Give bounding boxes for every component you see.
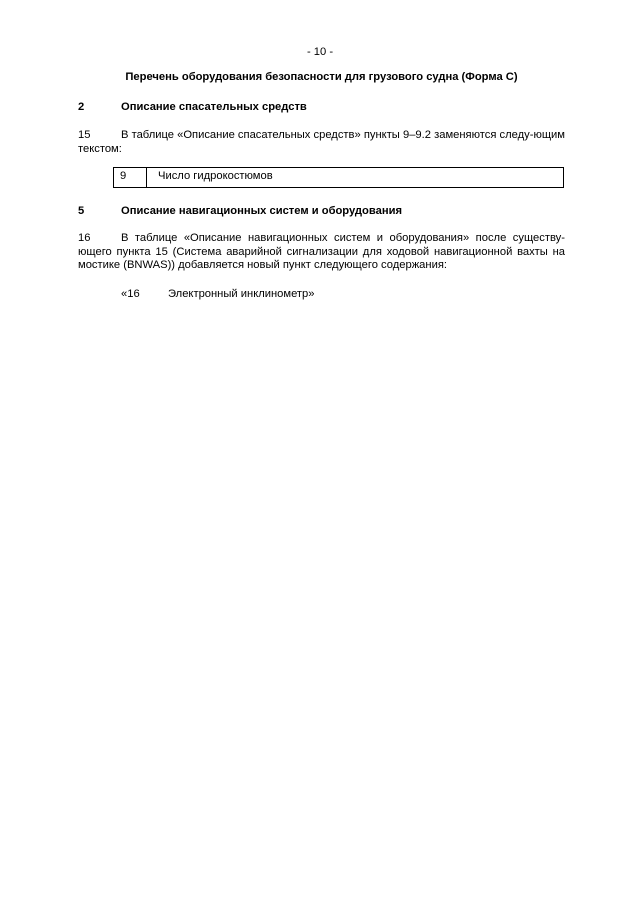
- paragraph-text: В таблице «Описание спасательных средств» пункты 9–9.2 заменяются следу-ющим текстом:: [78, 129, 565, 155]
- paragraph-number: 16: [78, 232, 91, 244]
- page-number: - 10 -: [306, 46, 334, 58]
- section-number: 2: [78, 101, 85, 113]
- replacement-table-row: [113, 167, 564, 188]
- item-number: «16: [121, 288, 140, 300]
- item-text: Электронный инклинометр»: [168, 288, 315, 300]
- section-title: Описание навигационных систем и оборудования: [121, 205, 402, 217]
- paragraph-text: В таблице «Описание навигационных систем и оборудования» после существу-ющего пункта 15 (Система аварийной сигнализации для ходовой навигационной вахты на мостике (BNWAS)) добавляется новый пункт следующего содержания:: [78, 232, 565, 272]
- paragraph-16: [78, 232, 565, 273]
- table-cell-text: Число гидрокостюмов: [158, 170, 273, 182]
- section-title: Описание спасательных средств: [121, 101, 307, 113]
- table-cell-divider: [146, 168, 147, 187]
- document-title: Перечень оборудования безопасности для грузового судна (Форма C): [125, 71, 518, 83]
- section-number: 5: [78, 205, 85, 217]
- paragraph-number: 15: [78, 129, 91, 141]
- paragraph-15: [78, 129, 565, 156]
- table-cell-number: 9: [120, 170, 127, 182]
